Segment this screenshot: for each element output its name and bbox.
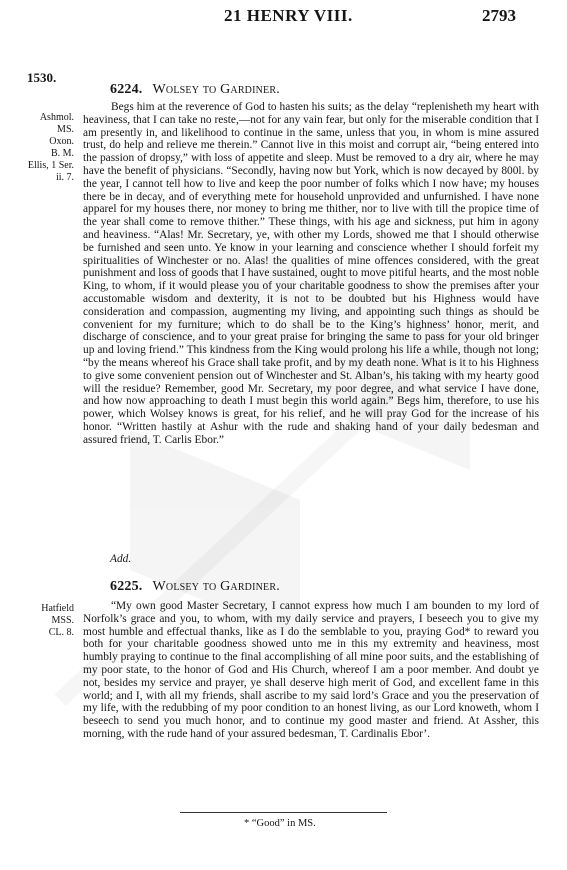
source-line: B. M. (50, 148, 74, 159)
page-number: 2793 (482, 6, 516, 25)
source-line: Oxon. (49, 136, 74, 147)
source-line: CL. 8. (48, 627, 74, 638)
source-line: Ellis, 1 Ser. (27, 160, 74, 171)
entry-number: 6224. (110, 82, 143, 97)
source-reference (22, 112, 74, 184)
source-reference (22, 603, 74, 639)
footnote-rule (180, 812, 387, 813)
source-line: Hatfield MSS. (41, 603, 74, 626)
year-marker: 1530. (27, 70, 57, 85)
entry-number: 6225. (110, 579, 143, 594)
entry-addendum: Add. (110, 553, 132, 565)
entry-body: “My own good Master Secretary, I cannot express how much I am bounden to my lord of Norfolk’s grace and you, to whom, with my daily service and prayers, I beseech you to give my most humble and effectual thanks, like as I do the semblable to you, praying God* to reward you both for your charitable goodness showed unto me in this my extremity and heaviness, most humbly praying to continue to the final accomplishing of all mine poor suits, and the establishing of my poor state, to the honor of God and His Church, whereof I am a poor member. And doubt ye not, besides my service and prayer, ye shall deserve high merit of God, and excellent fame in this world; and I, with all my friends, shall ascribe to my said lord’s Grace and you the preservation of my life, with the redubbing of my poor condition to an honest living, as our Lord knoweth, whom I beseech to send you much honor, and to continue my good master and friend. At Assher, this morning, with the rude hand of your assured bedesman, T. Cardinalis Ebor’. (83, 600, 539, 740)
entry-body: Begs him at the reverence of God to hasten his suits; as the delay “replenisheth my heart with heaviness, that I can take no reste,—not for any vain fear, but only for the miserable condition that I am presently in, and likelihood to continue in the same, unless that you, in whom is mine assured trust, do help and relieve me therein.” Cannot live in this moist and corrupt air, “being entered into the passion of dropsy,” with loss of appetite and sleep. Must be removed to a dry air, where he may have the benefit of physicians. “Secondly, having now but York, which is now decayed by 800l. by the year, I cannot tell how to live and keep the poor number of folks which I now have; my houses there be in decay, and of everything mete for household unprovided and unfurnished. I have none apparel for my houses there, nor money to bring me thither, nor to live with till the propice time of the year shall come to remove thither.” These things, with his age and sickness, put him in agony and heaviness. “Alas! Mr. Secretary, ye, with other my Lords, showed me that I should otherwise be furnished and seen unto. Ye know in your learning and conscience whether I should forfeit my spiritualities of Winchester or no. Alas! the qualities of mine offences considered, with the great punishment and loss of goods that I have sustained, ought to move pitiful hearts, and the most noble King, to whom, if it would please you of your charitable goodness to show the premises after your accustomable wisdom and dexterity, it is not to be doubted but his Highness would have consideration and compassion, augmenting my living, and appointing such things as should be convenient for my furniture; which to do shall be to the King’s highness’ honor, merit, and discharge of conscience, and to your great praise for bringing the same to pass for your old bringer up and loving friend.” This kindness from the King would prolong his life a while, though not long; “by the means whereof his Grace shall take profit, and by my death none. What is it to his Highness to give some convenient pension out of Winchester and St. Alban’s, his taking with my hearty good will the residue? Remember, good Mr. Secretary, my poor degree, and what service I have done, and how now approaching to death I must begin this world again.” Begs him, therefore, to use his power, which Wolsey knows is great, for his relief, and he will pray God for the increase of his honor. “Written hastily at Ashur with the rude and shaking hand of your daily bedesman and assured friend, T. Carlis Ebor.” (83, 101, 539, 446)
running-title: 21 HENRY VIII. (224, 6, 353, 25)
entry-heading (110, 82, 280, 98)
footnote: * “Good” in MS. (244, 818, 316, 829)
source-line: ii. 7. (55, 172, 74, 183)
entry-heading (110, 579, 280, 595)
running-head (0, 6, 567, 36)
entry-title: Wolsey to Gardiner. (152, 579, 280, 594)
source-line: Ashmol. MS. (39, 112, 74, 135)
entry-title: Wolsey to Gardiner. (152, 82, 280, 97)
